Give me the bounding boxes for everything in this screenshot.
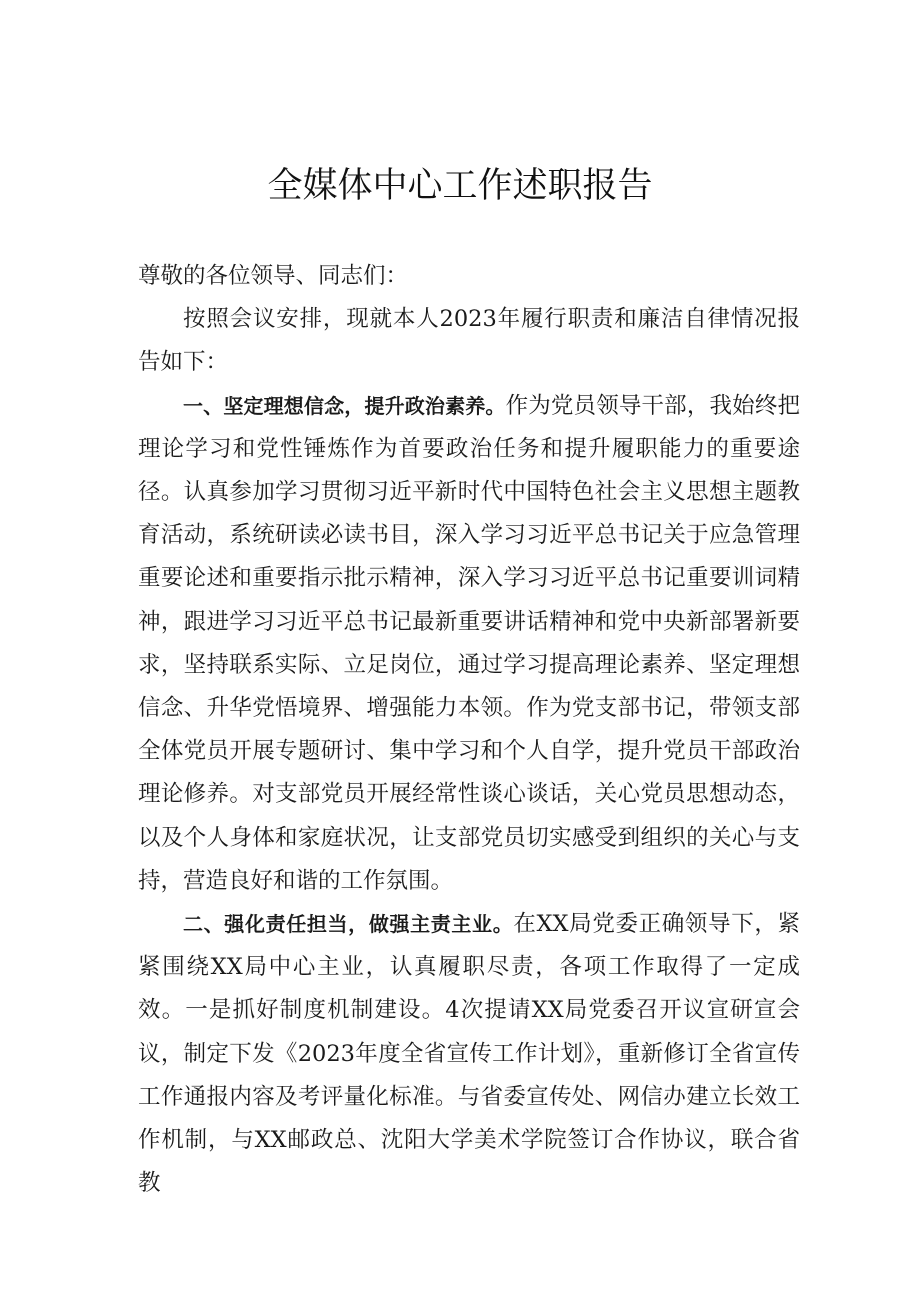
- section-paragraph-1: [138, 385, 800, 903]
- document-body: [138, 255, 800, 1205]
- section-heading-2: 二、强化责任担当，做强主责主业。: [183, 912, 514, 937]
- salutation: 尊敬的各位领导、同志们：: [138, 263, 409, 289]
- intro-paragraph: 按照会议安排，现就本人2023年履行职责和廉洁自律情况报告如下：: [138, 306, 800, 376]
- section-paragraph-2: [138, 903, 800, 1205]
- document-title: 全媒体中心工作述职报告: [267, 166, 653, 206]
- section-heading-1: 一、坚定理想信念，提升政治素养。: [183, 393, 506, 418]
- section-text-1: 作为党员领导干部，我始终把理论学习和党性锤炼作为首要政治任务和提升履职能力的重要途径。认真参加学习贯彻习近平新时代中国特色社会主义思想主题教育活动，系统研读必读书目，深入学习习近平总书记关于应急管理重要论述和重要指示批示精神，深入学习习近平总书记重要训词精神，跟进学习习近平总书记最新重要讲话精神和党中央新部署新要求，坚持联系实际、立足岗位，通过学习提高理论素养、坚定理想信念、升华党悟境界、增强能力本领。作为党支部书记，带领支部全体党员开展专题研讨、集中学习和个人自学，提升党员干部政治理论修养。对支部党员开展经常性谈心谈话，关心党员思想动态，以及个人身体和家庭状况，让支部党员切实感受到组织的关心与支持，营造良好和谐的工作氛围。: [138, 392, 800, 894]
- section-text-2: 在XX局党委正确领导下，紧紧围绕XX局中心主业，认真履职尽责，各项工作取得了一定成效。一是抓好制度机制建设。4次提请XX局党委召开议宣研宣会议，制定下发《2023年度全省宣传工作计划》，重新修订全省宣传工作通报内容及考评量化标准。与省委宣传处、网信办建立长效工作机制，与XX邮政总、沈阳大学美术学院签订合作协议，联合省教: [138, 911, 800, 1197]
